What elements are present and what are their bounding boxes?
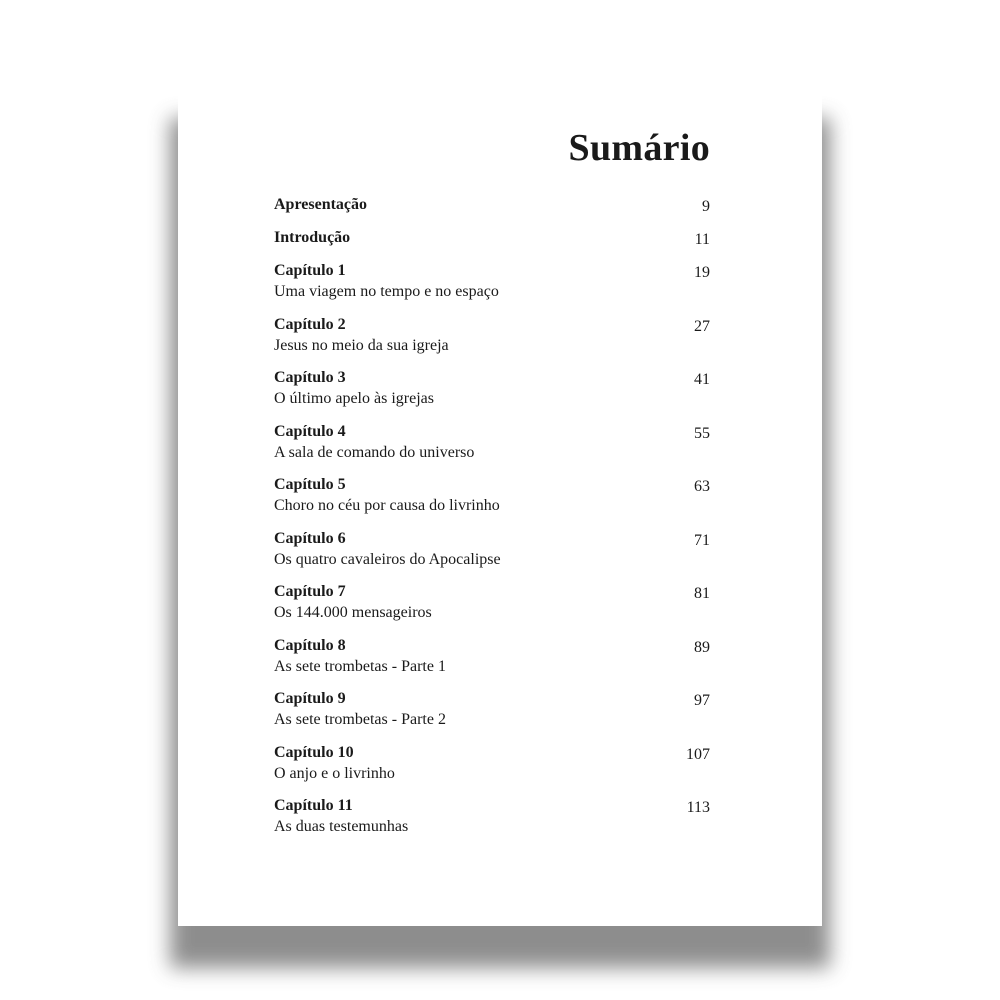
toc-entry-heading: Capítulo 9 [274, 690, 346, 707]
toc-entry-capitulo-3 [274, 367, 710, 421]
toc-entry-page: 11 [694, 231, 710, 248]
toc-entry-capitulo-4 [274, 421, 710, 475]
page-title: Sumário [568, 127, 710, 169]
toc-entry-heading: Introdução [274, 229, 351, 246]
toc-entry-page: 107 [686, 745, 710, 763]
toc-entry-apresentacao [274, 194, 710, 227]
toc-entry-heading: Capítulo 11 [274, 797, 353, 814]
toc-entry-capitulo-1 [274, 260, 710, 314]
toc-entry-heading: Capítulo 1 [274, 262, 346, 279]
toc-entry-capitulo-6 [274, 528, 710, 582]
toc-entry-capitulo-10 [274, 742, 710, 796]
toc-entry-introducao [274, 227, 710, 260]
toc-entry-heading: Capítulo 10 [274, 743, 354, 761]
toc-entry-page: 97 [694, 692, 710, 709]
toc-entry-heading: Capítulo 5 [274, 476, 346, 493]
toc-entry-subtitle: Os quatro cavaleiros do Apocalipse [274, 550, 501, 568]
toc-entry-subtitle: Choro no céu por causa do livrinho [274, 497, 500, 514]
toc-entry-capitulo-9 [274, 688, 710, 742]
toc-entry-heading: Capítulo 2 [274, 315, 346, 333]
toc-entry-heading: Capítulo 3 [274, 369, 346, 386]
toc-entry-subtitle: As sete trombetas - Parte 1 [274, 657, 446, 675]
toc-entry-page: 41 [694, 371, 710, 388]
toc-entry-heading: Apresentação [274, 196, 368, 213]
toc-entry-capitulo-5 [274, 474, 710, 528]
toc-entry-page: 19 [694, 264, 710, 281]
toc-entry-heading: Capítulo 6 [274, 529, 346, 547]
toc-entry-heading: Capítulo 8 [274, 636, 346, 654]
toc-entry-capitulo-8 [274, 635, 710, 689]
toc-entry-subtitle: Uma viagem no tempo e no espaço [274, 283, 499, 300]
toc-entry-page: 89 [694, 638, 710, 656]
toc-entry-subtitle: A sala de comando do universo [274, 443, 475, 461]
toc-entry-page: 63 [694, 478, 710, 495]
toc-entry-capitulo-7 [274, 581, 710, 635]
toc-entry-page: 55 [694, 424, 710, 442]
toc-entry-subtitle: As sete trombetas - Parte 2 [274, 711, 446, 728]
toc-entry-subtitle: O último apelo às igrejas [274, 390, 434, 407]
toc-entry-heading: Capítulo 7 [274, 583, 346, 600]
toc-entry-page: 71 [694, 531, 710, 549]
toc-entry-page: 81 [694, 585, 710, 602]
toc-entry-subtitle: Os 144.000 mensageiros [274, 604, 432, 621]
toc-entry-heading: Capítulo 4 [274, 422, 346, 440]
toc-entry-capitulo-11 [274, 795, 710, 849]
book-page [178, 76, 822, 926]
toc-entry-subtitle: As duas testemunhas [274, 818, 409, 835]
toc-entry-page: 9 [702, 198, 710, 215]
toc-entry-subtitle: Jesus no meio da sua igreja [274, 336, 449, 354]
toc-entry-capitulo-2 [274, 314, 710, 368]
toc-entry-page: 27 [694, 317, 710, 335]
toc-entry-subtitle: O anjo e o livrinho [274, 764, 395, 782]
table-of-contents [274, 194, 710, 849]
toc-entry-page: 113 [686, 799, 710, 816]
